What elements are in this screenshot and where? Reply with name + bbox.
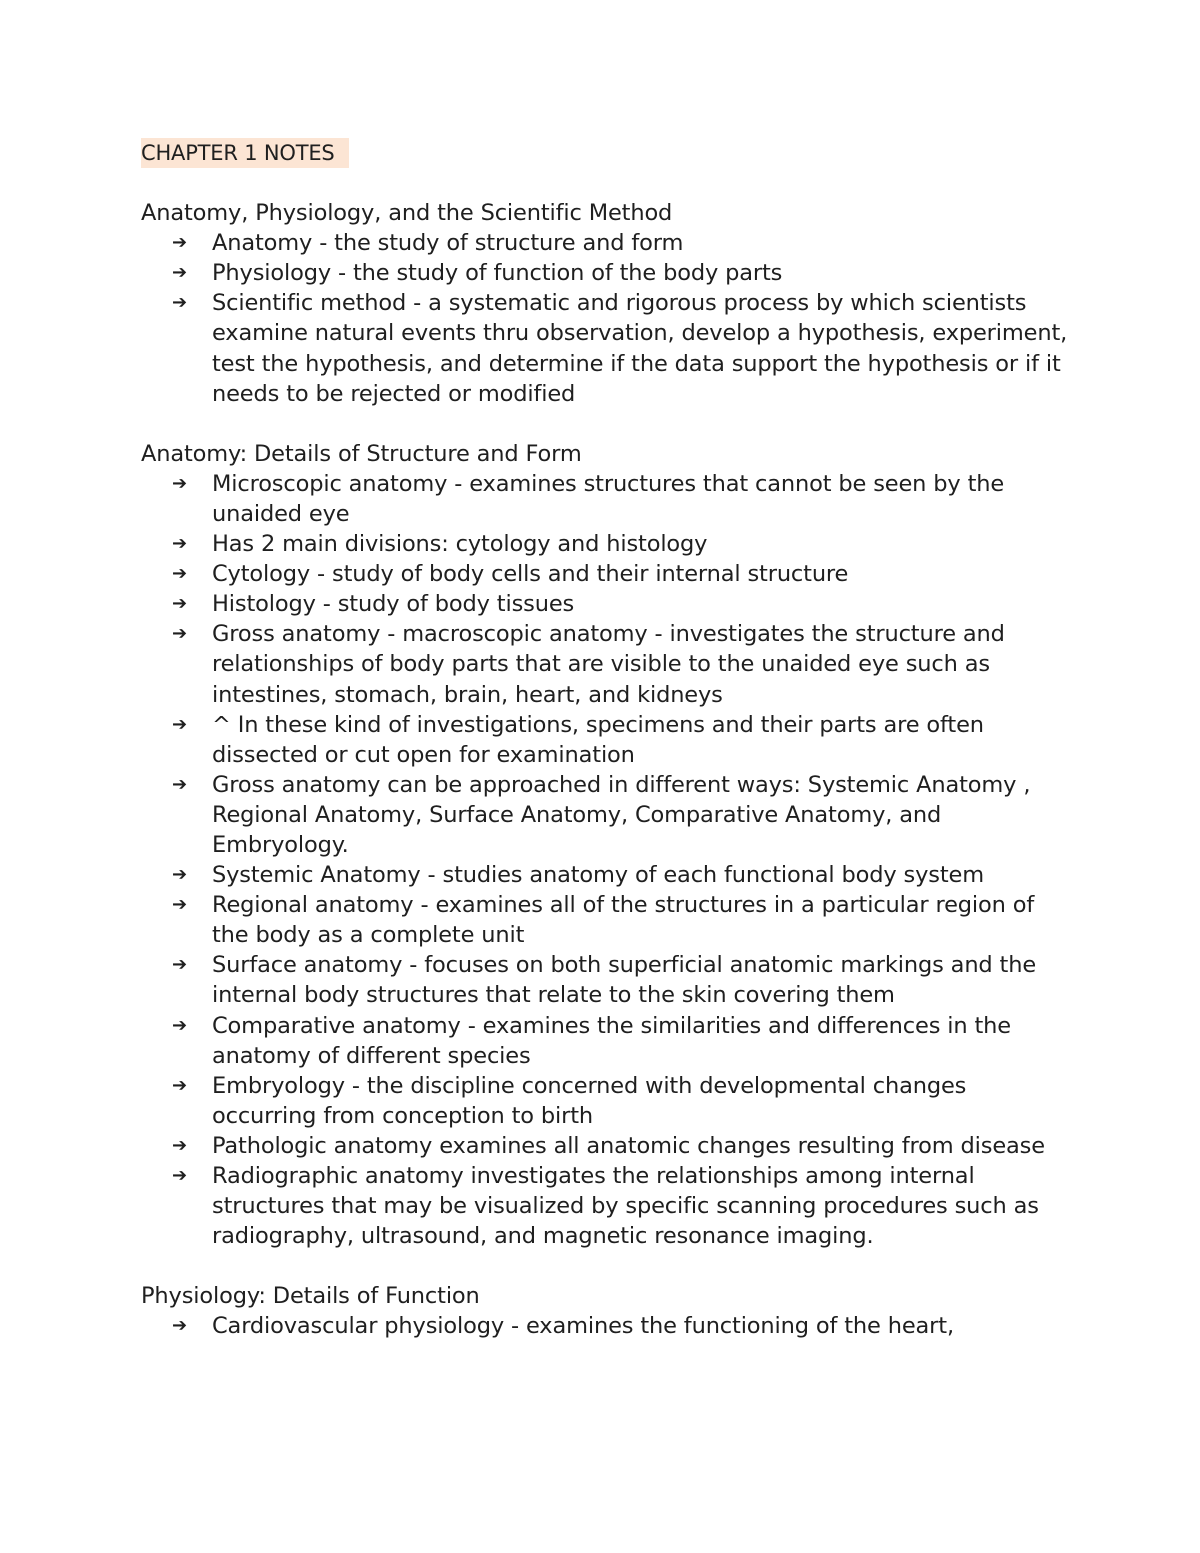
list-item-text: Systemic Anatomy - studies anatomy of each functional body system (212, 862, 984, 889)
list-item (141, 1311, 1071, 1341)
list-item (141, 469, 1071, 529)
list-item-text: Gross anatomy - macroscopic anatomy - investigates the structure and relationships of body parts that are visible to the unaided eye such as intestines, stomach, brain, heart, and kidneys (212, 621, 1005, 708)
list-item (141, 228, 1071, 258)
list-item-text: Has 2 main divisions: cytology and histology (212, 531, 708, 558)
list-item-text: Scientific method - a systematic and rigorous process by which scientists examine natural events thru observation, develop a hypothesis, experiment, test the hypothesis, and determine if the data support the hypothesis or if it needs to be rejected or modified (212, 290, 1068, 407)
section-physiology-details (141, 1281, 1071, 1341)
list-item (141, 559, 1071, 589)
arrow-right-icon: ➔ (172, 1165, 187, 1186)
arrow-right-icon: ➔ (172, 864, 187, 886)
list-item (141, 619, 1071, 709)
bullet-list (141, 228, 1071, 409)
arrow-right-icon: ➔ (172, 262, 187, 284)
arrow-right-icon: ➔ (172, 1315, 187, 1337)
list-item-text: Microscopic anatomy - examines structures that cannot be seen by the unaided eye (212, 470, 1005, 527)
list-item-text: ^ In these kind of investigations, specimens and their parts are often dissected or cut open for examination (212, 711, 984, 768)
spacer (141, 409, 1071, 439)
arrow-right-icon: ➔ (172, 1014, 187, 1036)
bullet-list (141, 469, 1071, 1251)
bullet-list (141, 1311, 1071, 1341)
arrow-right-icon: ➔ (172, 894, 187, 916)
arrow-right-icon: ➔ (172, 954, 187, 976)
list-item (141, 529, 1071, 559)
list-item-text: Radiographic anatomy investigates the relationships among internal structures that may be visualized by specific scanning procedures such as radiography, ultrasound, and magnetic resonance imaging. (212, 1163, 1039, 1250)
page-title: CHAPTER 1 NOTES (141, 138, 349, 168)
list-item (141, 710, 1071, 770)
arrow-right-icon: ➔ (172, 232, 187, 254)
section-anatomy-details (141, 439, 1071, 1252)
list-item-text: Physiology - the study of function of the body parts (212, 260, 783, 287)
section-heading: Physiology: Details of Function (141, 1283, 480, 1310)
list-item (141, 258, 1071, 288)
arrow-right-icon: ➔ (172, 593, 187, 615)
list-item-text: Pathologic anatomy examines all anatomic changes resulting from disease (212, 1132, 1045, 1159)
list-item-text: Gross anatomy can be approached in different ways: Systemic Anatomy , Regional Anatomy, Surface Anatomy, Comparative Anatomy, and Embryology. (212, 771, 1031, 858)
spacer (141, 168, 1071, 198)
arrow-right-icon: ➔ (172, 773, 187, 795)
section-heading: Anatomy, Physiology, and the Scientific Method (141, 200, 673, 227)
arrow-right-icon: ➔ (172, 533, 187, 555)
list-item (141, 589, 1071, 619)
arrow-right-icon: ➔ (172, 292, 187, 314)
list-item-text: Surface anatomy - focuses on both superficial anatomic markings and the internal body structures that relate to the skin covering them (212, 952, 1037, 1009)
arrow-right-icon: ➔ (172, 713, 187, 735)
spacer (141, 1251, 1071, 1281)
list-item (141, 1011, 1071, 1071)
list-item (141, 860, 1071, 890)
arrow-right-icon: ➔ (172, 472, 187, 494)
list-item-text: Comparative anatomy - examines the similarities and differences in the anatomy of different species (212, 1012, 1011, 1069)
arrow-right-icon: ➔ (172, 563, 187, 585)
list-item-text: Embryology - the discipline concerned with developmental changes occurring from conception to birth (212, 1072, 967, 1129)
section-heading: Anatomy: Details of Structure and Form (141, 440, 582, 467)
list-item-text: Histology - study of body tissues (212, 591, 575, 618)
list-item (141, 1161, 1071, 1251)
list-item (141, 950, 1071, 1010)
list-item-text: Anatomy - the study of structure and form (212, 230, 684, 257)
list-item-text: Regional anatomy - examines all of the structures in a particular region of the body as a complete unit (212, 892, 1035, 949)
list-item (141, 1131, 1071, 1161)
list-item (141, 890, 1071, 950)
list-item-text: Cardiovascular physiology - examines the functioning of the heart, (212, 1313, 954, 1340)
arrow-right-icon: ➔ (172, 623, 187, 645)
section-scientific-method (141, 198, 1071, 409)
arrow-right-icon: ➔ (172, 1074, 187, 1096)
list-item (141, 1071, 1071, 1131)
list-item (141, 770, 1071, 860)
list-item-text: Cytology - study of body cells and their internal structure (212, 561, 849, 588)
document-content (141, 138, 1071, 1341)
arrow-right-icon: ➔ (172, 1134, 187, 1156)
list-item (141, 288, 1071, 408)
